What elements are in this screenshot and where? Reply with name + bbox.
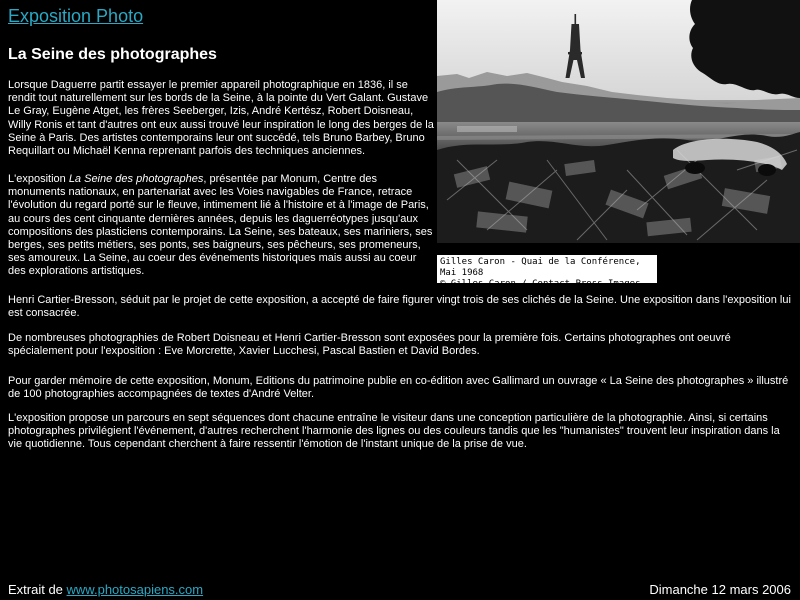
seine-photograph bbox=[437, 0, 800, 243]
footer-source bbox=[8, 582, 203, 597]
paragraph-intro: Lorsque Daguerre partit essayer le premier appareil photographique en 1836, il se rendit tout naturellement sur les bords de la Seine, à la pointe du Vert Galant. Gustave Le Gray, Eugène Atget, les frères Seeberger, Izis, André Kertész, Robert Doisneau, Willy Ronis et tant d'autres ont eux aussi trouvé leur inspiration le long des berges de la Seine à Paris. Des artistes contemporains leur ont succédé, tels Bruno Barbey, Bruno Requillart ou Michaël Kenna reprenant parfois des techniques anciennes. bbox=[8, 79, 434, 158]
photo-credit: © Gilles Caron / Contact Press Images bbox=[440, 279, 641, 289]
paragraph-exposition-prefix: L'exposition bbox=[8, 173, 69, 185]
photo-caption-title: Gilles Caron - Quai de la Conférence, Mai 1968 bbox=[440, 257, 641, 278]
paragraph-exposition-rest: , présentée par Monum, Centre des monuments nationaux, en partenariat avec les Voies navigables de France, retrace l'évolution du regard porté sur le fleuve, intimement lié à l'histoire et à l'image de Paris, au cours des cent cinquante dernières années, depuis les daguerréotypes jusqu'aux compositions des plasticiens contemporains. La Seine, ses bateaux, ses mariniers, ses berges, ses petits métiers, ses ponts, ses baigneurs, ses pêcheurs, ses promeneurs, ses amoureux. La Seine, au coeur des événements historiques mais aussi au coeur des explorations artistiques. bbox=[8, 173, 433, 278]
paragraph-exposition bbox=[8, 173, 436, 279]
paragraph-book: Pour garder mémoire de cette exposition, Monum, Editions du patrimoine publie en co-édition avec Gallimard un ouvrage « La Seine des photographes » illustré de 100 photographies accompagnées de textes d'André Velter. bbox=[8, 375, 789, 401]
exhibition-title-italic: La Seine des photographes bbox=[68, 173, 204, 185]
page-title: La Seine des photographes bbox=[8, 46, 217, 63]
photo-caption bbox=[437, 255, 657, 289]
exposition-photo-link[interactable]: Exposition Photo bbox=[8, 6, 144, 26]
photosapiens-link[interactable]: www.photosapiens.com bbox=[66, 582, 204, 597]
footer-date: Dimanche 12 mars 2006 bbox=[649, 582, 791, 597]
footer-source-label: Extrait de bbox=[8, 582, 67, 597]
paragraph-cartier-bresson: Henri Cartier-Bresson, séduit par le projet de cette exposition, a accepté de faire figurer vingt trois de ses clichés de la Seine. Une exposition dans l'exposition lui est consacrée. bbox=[8, 294, 791, 320]
paragraph-parcours: L'exposition propose un parcours en sept séquences dont chacune entraîne le visiteur dans une conception particulière de la photographie. Ainsi, si certains photographes privilégient l'événement, d'autres recherchent l'harmonie des lignes ou des couleurs tandis que les "humanistes" trouvent leur inspiration dans la vie quotidienne. Tous cependant cherchent à faire ressentir l'émotion de l'instant unique de la prise de vue. bbox=[8, 412, 780, 451]
paragraph-photographers: De nombreuses photographies de Robert Doisneau et Henri Cartier-Bresson sont exposées pour la première fois. Certains photographes ont oeuvré spécialement pour l'exposition : Eve Morcrette, Xavier Lucchesi, Pascal Bastien et David Bordes. bbox=[8, 332, 731, 358]
